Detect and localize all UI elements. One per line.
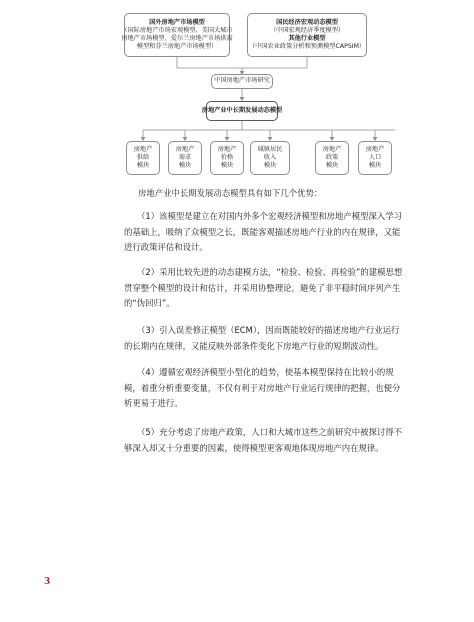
advantage-paragraph-3: （3）引入误差修正模型（ECM），因而既能较好的描述房地产行业运行的长期内在规律，又能反映外部条件变化下房地产行业的短期波动性。 <box>124 325 400 351</box>
macro-model-subtitle: （中国宏观经济季度模型） <box>269 26 345 34</box>
foreign-model-title: 国外房地产市场模型 <box>149 18 205 26</box>
module-label: 房地产 人口 模块 <box>365 145 385 170</box>
foreign-model-line: 模型和芬兰房地产市场模型） <box>136 43 218 51</box>
module-label: 房地产 需求 模块 <box>175 145 195 170</box>
page-number: 3 <box>44 577 51 587</box>
foreign-model-line: 房地产市场模型、爱尔兰房地产市场供需 <box>121 35 233 42</box>
module-box-price <box>210 141 244 175</box>
intro-paragraph: 房地产业中长期发展动态模型具有如下几个优势： <box>138 188 323 198</box>
model-structure-diagram <box>0 0 474 180</box>
advantage-paragraph-5: （5）充分考虑了房地产政策，人口和大城市这些之前研究中被探讨得不够深入却又十分重要的因素，使得模型更客观地体现房地产内在规律。 <box>124 427 402 453</box>
module-box-population <box>358 141 392 175</box>
core-model-label: 房地产业中长期发展动态模型 <box>201 106 283 114</box>
core-model-box <box>201 101 283 121</box>
advantage-paragraph-2: （2）采用比较先进的动态建模方法，“检验、检验、再检验”的建模思想贯穿整个模型的设计和估计，并采用协整理论，避免了非平稳时间序列产生的“伪回归”。 <box>124 267 403 308</box>
research-label: 中国房地产市场研究 <box>214 77 270 85</box>
foreign-model-line: （国际房地产市场宏观模型、美国大城市 <box>121 26 233 34</box>
module-box-policy <box>315 141 349 175</box>
module-box-demand <box>168 141 202 175</box>
advantage-paragraph-4: （4）遵循宏观经济模型小型化的趋势，使基本模型保持在比较小的规模，着重分析重要变量，不仅有利于对房地产行业运行规律的把握，也便分析更易于进行。 <box>124 367 401 408</box>
research-box <box>211 74 273 89</box>
industry-model-subtitle: （中国农业政策分析和预测模型CAPSIM） <box>248 43 366 51</box>
module-label: 房地产 价格 模块 <box>217 145 237 170</box>
advantage-paragraph-1: （1）该模型是建立在对国内外多个宏观经济模型和房地产模型深入学习的基础上，吸纳了众模型之长，既能客观描述房地产行业的内在规律，又能进行政策评估和设计。 <box>124 211 402 252</box>
module-box-income <box>250 141 290 175</box>
module-label: 房地产 政策 模块 <box>322 145 342 170</box>
module-label: 房地产 供给 模块 <box>133 145 153 170</box>
module-label: 城镇居民 收入 模块 <box>257 145 283 170</box>
macro-model-box <box>247 13 367 57</box>
foreign-model-box <box>121 13 233 57</box>
module-box-supply <box>126 141 160 175</box>
macro-model-title: 国民经济宏观动态模型 <box>276 18 338 26</box>
industry-model-title: 其他行业模型 <box>288 35 326 42</box>
